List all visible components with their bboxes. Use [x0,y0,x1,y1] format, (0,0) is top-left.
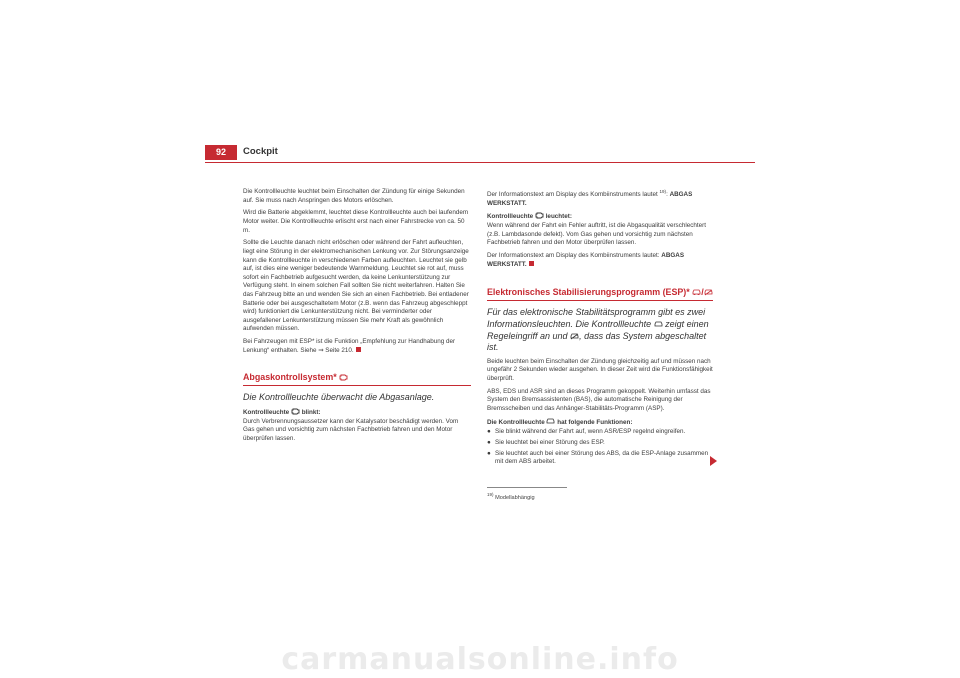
paragraph: Bei Fahrzeugen mit ESP* ist die Funktion „Empfehlung zur Handhabung der Lenkung“ enthalten. Siehe ⇒ Seite 210. [243,338,456,354]
watermark: carmanualsonline.info [281,642,679,677]
next-page-arrow-icon[interactable] [710,456,717,466]
paragraph: Der Informationstext am Display des Kombiinstruments lautet: ABGAS WERKSTATT. [487,251,685,268]
lit-label: Kontrollleuchte leuchtet: [487,213,572,221]
paragraph: ABS, EDS und ASR sind an dieses Programm gekoppelt. Weiterhin umfasst das System den Bremsassistenten (BAS), die automatische Reinigung der Bremsscheiben und das Anhänger-Stabilitäts-Programm (ASP). [487,387,711,413]
list-item: ● Sie leuchtet bei einer Störung des ESP. [487,439,605,446]
section-rule [243,385,471,386]
esp-car-icon [546,418,555,425]
functions-label: Die Kontrollleuchte hat folgende Funktionen: [487,418,633,426]
engine-check-icon [535,212,544,219]
paragraph: Beide leuchten beim Einschalten der Zündung gleichzeitig auf und müssen nach ungefähr 2 Sekunden wieder ausgehen. In dieser Zeit wird die Funktionsfähigkeit überprüft. [487,357,713,383]
end-marker [529,261,534,266]
blink-label: Kontrollleuchte blinkt: [243,409,321,417]
right-column [487,188,713,469]
esp-off-icon [570,333,579,340]
footnote-rule [487,487,567,488]
footnote: $^{19)}$ Modellabhängig [487,492,535,501]
paragraph: Durch Verbrennungsaussetzer kann der Katalysator beschädigt werden. Vom Gas gehen und vorsichtig zum nächsten Fachbetrieb fahren und den Motor überprüfen lassen. [243,417,459,442]
page-header-title: Cockpit [243,146,278,157]
engine-check-icon [291,408,300,415]
esp-car-icon [654,321,663,328]
section-lead: Für das elektronische Stabilitätsprogramm gibt es zwei Informationsleuchten. Die Kontrollleuchte zeigt einen Regeleingriff an und , dass das System abgeschaltet ist. [487,307,709,353]
paragraph: Sollte die Leuchte danach nicht erlöschen oder während der Fahrt aufleuchten, liegt eine Störung in der elektromechanischen Lenkung vor. Zur Störungsanzeige kann die Kontrollleuchte in verschiedenen Farben aufleuchten. Leuchtet sie gelb auf, ist dies eine weniger bedeutende Warnmeldung. Leuchtet sie rot auf, muss sofort ein Fachbetrieb aufgesucht werden, da keine Lenkunterstützung zur Verfügung steht. In einem solchen Fall sollten Sie nicht weiterfahren. Halten Sie das Fahrzeug bitte an und wenden Sie sich an einen Fachbetrieb. Bei entladener Batterie oder bei ausgeschaltetem Motor (z.B. wenn das Fahrzeug abgeschleppt wird) funktioniert die Lenkunterstützung nicht. Bei verminderter oder ausgefallener Lenkunterstützung müssen Sie mehr Kraft als gewöhnlich aufwenden müssen. [243,239,469,333]
section-rule [487,300,713,301]
list-item: ● Sie leuchtet auch bei einer Störung des ABS, da die ESP-Anlage zusammen mit dem ABS arbeitet. [487,449,709,466]
paragraph: Wenn während der Fahrt ein Fehler auftritt, ist die Abgasqualität verschlechtert (z.B. Lambdasonde defekt). Vom Gas gehen und vorsichtig zum nächsten Fachbetrieb fahren und den Motor überprüfen lassen. [487,221,706,247]
section-heading-esp: Elektronisches Stabilisierungsprogramm (ESP)* / [487,287,713,298]
esp-car-icon [692,289,701,296]
paragraph: Der Informationstext am Display des Kombiinstruments lautet $^{19)}$: ABGAS WERKSTATT. [487,189,693,207]
header-rule [205,162,755,163]
esp-off-icon [704,289,713,296]
page-number: 92 [205,145,237,160]
engine-check-icon [339,374,348,381]
section-heading-abgas: Abgaskontrollsystem* [243,372,471,383]
list-item: ● Sie blinkt während der Fahrt auf, wenn ASR/ESP regelnd eingreifen. [487,428,686,436]
paragraph: Wird die Batterie abgeklemmt, leuchtet diese Kontrollleuchte auch bei laufendem Motor weiter. Die Kontrollleuchte erlischt erst nach einer Fahrstrecke von ca. 50 m. [243,209,469,234]
section-lead: Die Kontrollleuchte überwacht die Abgasanlage. [243,392,435,403]
paragraph: Die Kontrollleuchte leuchtet beim Einschalten der Zündung für einige Sekunden auf. Sie muss nach Anspringen des Motors erlöschen. [243,188,465,204]
end-marker [356,347,361,352]
left-column [243,188,471,448]
